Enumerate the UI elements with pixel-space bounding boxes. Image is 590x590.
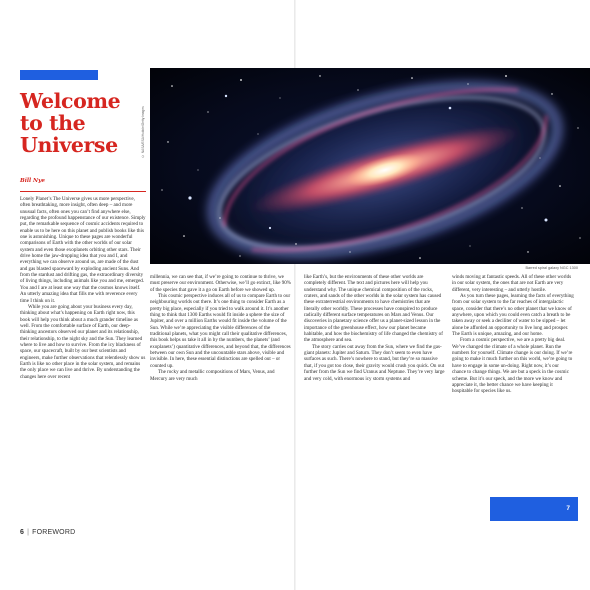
body-column-2: [150, 274, 292, 524]
left-page-number: 6: [20, 529, 25, 536]
paragraph: like Earth’s, but the environments of these other worlds are completely different. The text and pictures here will help you understand why. The unique chemical composition of the rocks, craters, and sands of the other worlds in the solar system has caused these extraterrestrial environments to have chemistries that are literally other worldly. These processes have conspired to produce radically different surface temperatures on Mars and Venus. Our discoveries in planetary science offer us a planet-sized lesson in the importance of the greenhouse effect, how our planet became habitable, and how the biochemistry of life changed the chemistry of the atmosphere and sea.: [304, 274, 443, 344]
title-rule: [20, 191, 146, 192]
paragraph: From a cosmic perspective, we are a pretty big deal. We’ve changed the climate of a whole planet. Run the numbers for yourself. Climate change is our doing. If we’re going to make it much further on this world, we’re going to have to engage in some un-doing. Right now, it’s our chance to change things. We are but a speck in the cosmic scheme. But it’s our speck, and the more we know and appreciate it, the better chance we have keeping it hospitable for species like us.: [452, 337, 573, 395]
folio-separator: |: [27, 529, 30, 536]
paragraph: millennia, we can see that, if we’re going to continue to thrive, we must preserve our environment. Otherwise, we’ll go extinct, like 90% of the species that gave it a go on Earth before we showed up.: [150, 274, 291, 293]
galaxy-photo: [150, 68, 590, 264]
paragraph: As you turn these pages, learning the facts of everything from our solar system to the far reaches of intergalactic space, consider that there’s no other planet that we know of anywhere, upon which you could even catch a breath to be taken away or seek a deciliter of water to be sipped – let alone be afforded an opportunity to live long and prosper. The Earth is unique, amazing, and our home.: [452, 293, 574, 338]
paragraph: Lonely Planet’s The Universe gives us more perspective, often breathtaking, more insight, often deep – and more unusual facts, often ones you can’t find anywhere else, regarding the profound happenstance of our existence. Simply put, the remarkable sequence of cosmic accidents required to enable us to be here on this planet and publish books like this one is astonishing. Unique to these pages are wonderful comparisons of Earth with the other worlds of our solar system and even those exoplanets orbiting other stars. Their drive home the jaw-dropping idea that you and I, and everything we can observe around us, are made of the dust and gas blasted spaceward by exploding ancient Suns. And from the stardust and drifting gas, the extraordinary diversity of living things, including animals like you and me, emerged. You and I are at least one way that the cosmos knows itself. An utterly amazing idea that fills me with reverence every time I think on it.: [20, 196, 146, 304]
photo-caption: Barred spiral galaxy NGC 1300: [525, 266, 578, 270]
paragraph: While you are going about your business every day, thinking about what’s happening on Earth right now, this book will help you think about a much grander timeline as well. From the comfortable surface of Earth, our deep-thinking ancestors observed our planet and its relationship, their relationship, to the night sky and the Sun. They learned where to live and how to survive. From the icy blackness of space, our spacecraft, built by our best scientists and engineers, make further observations that relentlessly show us Earth is like no other place in the solar system, and remains the only place we can live and thrive. By understanding the changes here over recent: [20, 303, 146, 380]
photo-credit: © NASA/ESA/Hubble/Getty Images: [141, 106, 145, 158]
body-column-3: [304, 274, 446, 524]
paragraph: This cosmic perspective induces all of us to compare Earth to our neighbouring worlds out there. It’s one thing to consider Earth as a pretty big place, especially if you tried to walk around it. It’s another thing to think that 1300 Earths would fit inside a sphere the size of Jupiter, and over a million Earths would fit inside the volume of the Sun. While we’re appreciating the visible differences of the traditional planets, what you might call their qualitative differences, this book helps us take it all in by the numbers, the planets’ (and exoplanets’) quantitative differences, and beyond that, the differences between our own Sun and the uncountable stars above, visible and invisible. In here, these essential distinctions are spelled out – or counted up.: [150, 293, 291, 369]
right-folio: [490, 497, 578, 521]
left-folio: [20, 529, 75, 536]
paragraph: The rocky and metallic compositions of Mars, Venus, and Mercury are very much: [150, 369, 275, 382]
page-title: Welcome to the Universe: [20, 89, 121, 157]
body-column-4: [452, 274, 574, 524]
section-label: FOREWORD: [32, 529, 76, 536]
section-color-bar: [20, 70, 98, 80]
author-byline: Bill Nye: [20, 178, 45, 184]
paragraph: winds moving at fantastic speeds. All of these other worlds in our solar system, the ones that are not Earth are very different, very interesting – and utterly hostile.: [452, 274, 572, 293]
paragraph: The story carries out away from the Sun, where we find the gas-giant planets: Jupiter and Saturn. They don’t seem to even have surfaces as such. There’s nowhere to stand, but they’re so massive that, if you got too close, their gravity would crush you quick. On out further from the Sun we find Uranus and Neptune. They’re very large and very cold, with enormous icy storm systems and: [304, 343, 445, 382]
right-page-number: 7: [566, 505, 570, 512]
galaxy-image: [150, 68, 590, 264]
body-column-1: [20, 196, 146, 508]
